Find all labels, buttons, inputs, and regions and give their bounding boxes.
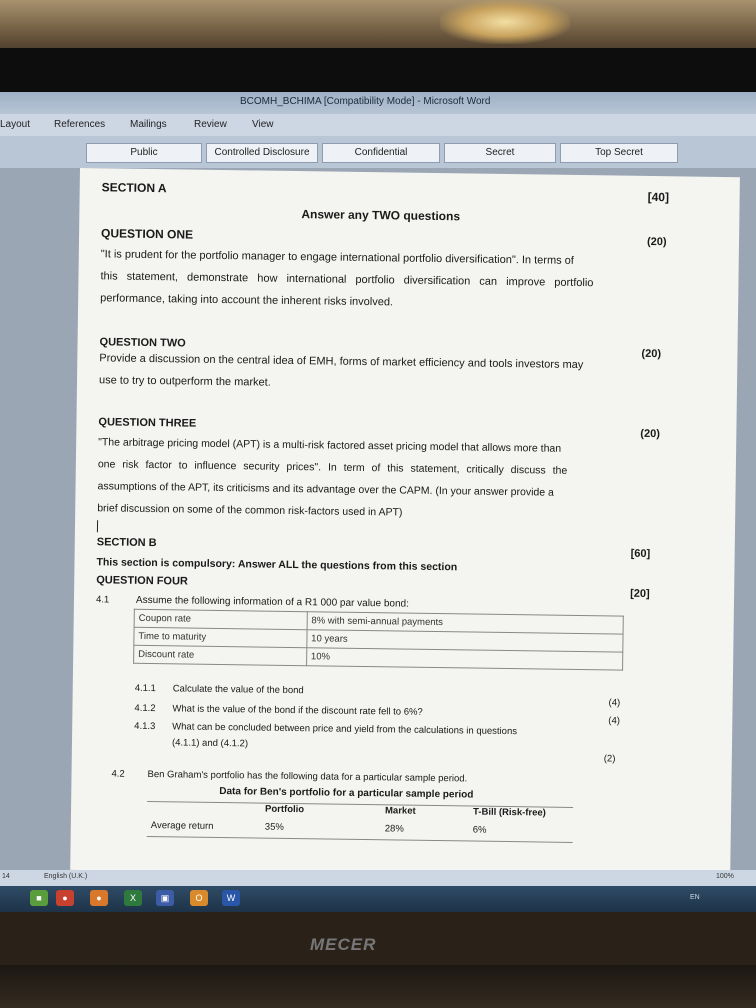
instruction-text: Answer any TWO questions	[301, 207, 461, 224]
window-title: BCOMH_BCHIMA [Compatibility Mode] - Microsoft Word	[240, 96, 491, 107]
section-b-heading: SECTION B	[96, 536, 157, 550]
question-two-marks: (20)	[641, 347, 662, 361]
monitor-stand	[0, 965, 756, 1008]
question-two-line: use to try to outperform the market.	[98, 374, 271, 389]
question-three-marks: (20)	[640, 427, 660, 441]
word-window	[0, 92, 756, 902]
table-header: Market	[384, 805, 416, 817]
monitor-bezel	[0, 48, 756, 92]
question-three-line: "The arbitrage pricing model (APT) is a multi-risk factored asset pricing model that allows more than	[98, 436, 562, 455]
question-three-title: QUESTION THREE	[98, 416, 197, 430]
document-page[interactable]	[70, 168, 740, 879]
outlook-icon[interactable]: ▣	[156, 890, 174, 906]
status-bar	[0, 870, 756, 886]
classification-public-button[interactable]: Public	[86, 143, 202, 163]
chandelier-light	[440, 0, 570, 44]
title-bar	[0, 92, 756, 114]
sub-question-text: What is the value of the bond if the discount rate fell to 6%?	[172, 703, 423, 718]
table-cell: Discount rate	[134, 645, 307, 665]
table-cell: 10%	[306, 648, 622, 670]
question-one-marks: (20)	[646, 235, 667, 249]
tab-references[interactable]: References	[54, 119, 106, 130]
classification-controlled-button[interactable]: Controlled Disclosure	[206, 143, 318, 163]
table-header: Portfolio	[264, 803, 305, 816]
table-row-label: Average return	[150, 820, 214, 832]
portfolio-table-title: Data for Ben's portfolio for a particular sample period	[219, 786, 474, 801]
sub-question-text: Calculate the value of the bond	[172, 683, 304, 697]
classification-bar	[0, 136, 756, 168]
start-icon[interactable]: ■	[30, 890, 48, 906]
ribbon-tabs	[0, 114, 756, 136]
sub-question-number: 4.1.3	[134, 720, 156, 733]
sub-question-marks: (4)	[608, 715, 621, 727]
question-two-line: Provide a discussion on the central idea of EMH, forms of market efficiency and tools investors may	[99, 352, 584, 372]
monitor-brand-logo: MECER	[310, 935, 377, 954]
table-cell: 6%	[472, 824, 487, 836]
table-cell: Time to maturity	[134, 627, 307, 647]
tab-view[interactable]: View	[252, 119, 274, 130]
sub-question-continuation: (4.1.1) and (4.1.2)	[171, 737, 249, 750]
sub-question-number: 4.1.1	[134, 682, 156, 695]
excel-icon[interactable]: X	[124, 890, 142, 906]
language-indicator[interactable]: English (U.K.)	[44, 873, 88, 880]
zoom-level[interactable]: 100%	[716, 873, 734, 880]
question-number: 4.2	[111, 768, 125, 780]
question-two-title: QUESTION TWO	[99, 336, 186, 350]
classification-confidential-button[interactable]: Confidential	[322, 143, 440, 163]
question-one-line: this statement, demonstrate how international portfolio diversification can improve portfolio	[100, 270, 594, 290]
page-number: 14	[2, 873, 10, 880]
sub-question-text: What can be concluded between price and yield from the calculations in questions	[172, 721, 518, 738]
question-4-1-text: Assume the following information of a R1 000 par value bond:	[135, 594, 409, 610]
input-language[interactable]: EN	[690, 894, 700, 901]
bond-table	[133, 609, 624, 671]
tab-mailings[interactable]: Mailings	[130, 119, 167, 130]
question-four-title: QUESTION FOUR	[96, 574, 188, 588]
taskbar	[0, 886, 756, 912]
question-one-title: QUESTION ONE	[100, 226, 194, 242]
question-one-line: performance, taking into account the inherent risks involved.	[100, 292, 394, 309]
table-cell: 10 years	[307, 630, 623, 652]
media-icon[interactable]: ●	[90, 890, 108, 906]
tab-review[interactable]: Review	[194, 119, 227, 130]
tab-layout[interactable]: Layout	[0, 119, 31, 130]
question-three-line: assumptions of the APT, its criticisms and its advantage over the CAPM. (In your answer provide a	[97, 480, 554, 499]
section-a-marks: [40]	[647, 189, 670, 205]
table-cell: 8% with semi-annual payments	[307, 612, 623, 634]
document-area	[0, 168, 756, 870]
sub-question-number: 4.1.2	[134, 702, 156, 715]
question-one-line: "It is prudent for the portfolio manager to engage international portfolio diversification". In terms of	[100, 248, 574, 267]
text-cursor	[97, 520, 98, 532]
classification-topsecret-button[interactable]: Top Secret	[560, 143, 678, 163]
question-three-line: brief discussion on some of the common risk-factors used in APT)	[97, 502, 403, 519]
table-cell: Coupon rate	[134, 609, 307, 629]
question-three-line: one risk factor to influence security prices". In term of this statement, critically discuss the	[97, 458, 568, 477]
question-4-2-text: Ben Graham's portfolio has the following data for a particular sample period.	[147, 769, 468, 785]
table-header: T-Bill (Risk-free)	[472, 806, 546, 819]
chrome-icon[interactable]: ●	[56, 890, 74, 906]
portfolio-table	[147, 801, 573, 843]
classification-secret-button[interactable]: Secret	[444, 143, 556, 163]
table-cell: 35%	[264, 821, 284, 833]
sub-question-marks: (4)	[608, 697, 621, 709]
powerpoint-icon[interactable]: O	[190, 890, 208, 906]
word-icon[interactable]: W	[222, 890, 240, 906]
sub-question-marks: (2)	[603, 753, 616, 765]
section-a-heading: SECTION A	[101, 180, 167, 196]
section-b-marks: [60]	[630, 547, 651, 560]
question-four-marks: [20]	[630, 587, 650, 600]
question-number: 4.1	[95, 594, 110, 606]
table-cell: 28%	[384, 823, 404, 835]
section-b-note: This section is compulsory: Answer ALL the questions from this section	[96, 556, 458, 574]
